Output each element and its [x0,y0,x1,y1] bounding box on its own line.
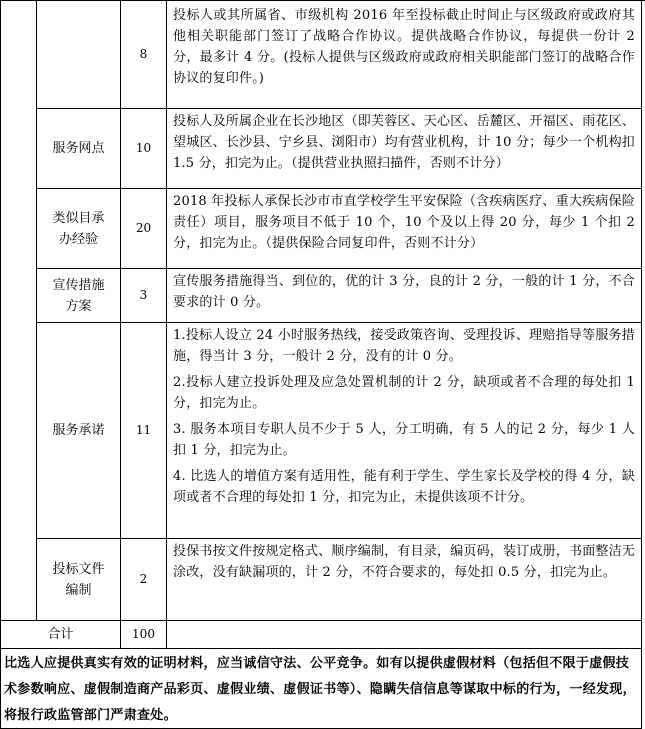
row-item-criteria [167,323,641,538]
criteria-paragraph: 1.投标人设立 24 小时服务热线，接受政策咨询、受理投诉、理赔指导等服务措施，得当计 3 分，一般计 2 分，没有的计 0 分。 [173,328,635,364]
row-item-criteria [167,109,641,188]
row-item-score: 2 [139,572,148,586]
row-item-criteria [167,269,641,322]
row-item-score: 3 [139,288,148,302]
row-item-criteria [167,1,641,108]
table-rule [0,0,1,729]
row-item-criteria [167,539,641,620]
row-item-name [37,1,120,108]
table-rule [641,0,642,729]
criteria-paragraph: 2.投标人建立投诉处理及应急处置机制的计 2 分，缺项或者不合理的每处扣 1 分，扣完为止。 [173,375,635,411]
criteria-paragraph: 投标人及所属企业在长沙地区（即芙蓉区、天心区、岳麓区、开福区、雨花区、望城区、长沙县、宁乡县、浏阳市）均有营业机构，计 10 分；每少一个机构扣 1.5 分，扣完为止。（提供营业执照扫描件，否则不计分） [173,114,636,171]
row-item-score: 20 [135,221,152,235]
criteria-paragraph: 投标人或其所属省、市级机构 2016 年至投标截止时间止与区级政府或政府其他相关职能部门签订了战略合作协议。提供战略合作协议，每提供一份计 2 分，最多计 4 分。(投标人提供与区级政府或政府相关职能部门签订的战略合作协议的复印件。) [173,8,635,86]
total-label: 合计 [47,627,74,642]
criteria-paragraph: 宣传服务措施得当、到位的，优的计 3 分，良的计 2 分，一般的计 1 分，不合要求的计 0 分。 [173,274,635,310]
criteria-paragraph: 3. 服务本项目专职人员不少于 5 人，分工明确，有 5 人的记 2 分，每少 1 人扣 1 分，扣完为止。 [173,422,635,458]
criteria-paragraph: 2018 年投标人承保长沙市市直学校学生平安保险（含疾病医疗、重大疾病保险责任）项目，服务项目不低于 10 个，10 个及以上得 20 分，每少 1 个扣 2 分，扣完为止。（提供保险合同复印件，否则不计分） [173,194,635,251]
row-item-name: 投标文件编制 [52,561,105,598]
row-item-name: 服务承诺 [52,423,105,438]
total-score: 100 [132,627,155,641]
row-item-name: 类似目承办经验 [52,210,105,247]
row-item-score: 8 [139,47,148,61]
row-item-score: 11 [135,423,152,437]
criteria-paragraph: 投保书按文件按规定格式、顺序编制，有目录，编页码，装订成册，书面整洁无涂改，没有缺漏项的，计 2 分，不符合要求的，每处扣 0.5 分，扣完为止。 [173,544,636,580]
table-rule [0,648,642,649]
row-item-name: 宣传措施方案 [52,277,105,314]
row-item-score: 10 [135,141,152,155]
integrity-notice: 比选人应提供真实有效的证明材料，应当诚信守法、公平竞争。如有以提供虚假材料（包括但不限于虚假技术参数响应、虚假制造商产品彩页、虚假业绩、虚假证书等）、隐瞒失信信息等谋取中标的行为，一经发现，将报行政监管部门严肃查处。 [4,656,636,723]
row-item-criteria [167,189,641,268]
row-item-name: 服务网点 [52,141,105,156]
criteria-paragraph: 4. 比选人的增值方案有适用性，能有利于学生、学生家长及学校的得 4 分，缺项或者不合理的每处扣 1 分，扣完为止，未提供该项不计分。 [173,469,635,505]
